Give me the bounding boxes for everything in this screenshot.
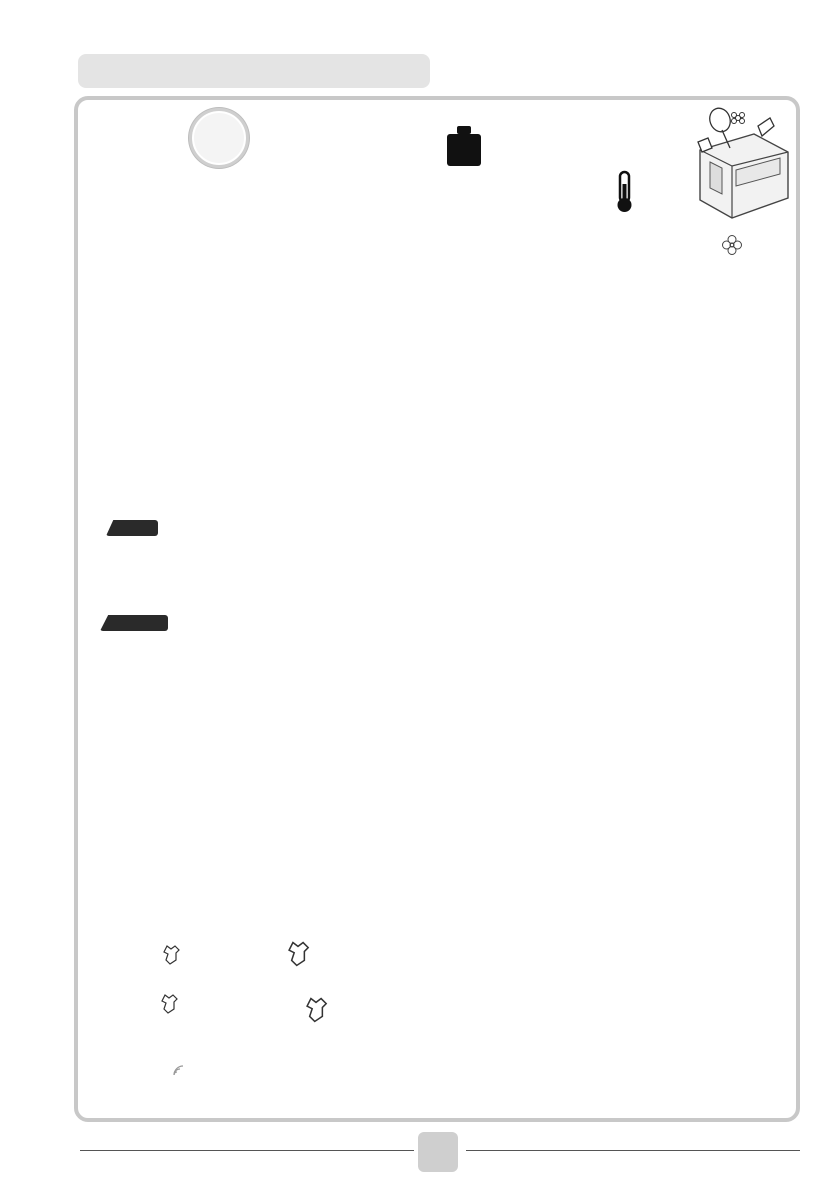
shirt-icon: [162, 944, 180, 966]
page-number-badge: [418, 1132, 458, 1172]
quick-59-badge: [106, 520, 158, 536]
shirt-icon: [286, 940, 310, 968]
program-table: [74, 96, 800, 1122]
section-title-bar: [78, 54, 430, 88]
thermometer-icon: [614, 170, 636, 214]
shirt-icon: [304, 996, 328, 1024]
footer-rule-right: [466, 1150, 800, 1151]
nfc-signal-icon: [172, 1063, 186, 1077]
shirt-icon: [160, 993, 178, 1015]
weight-icon: [446, 125, 482, 167]
detergent-drawer-icon: [692, 104, 792, 222]
footer-rule-left: [80, 1150, 414, 1151]
program-dial-icon: [189, 108, 249, 168]
softener-flower-icon: [721, 234, 743, 256]
rapid-badge: [100, 615, 168, 631]
